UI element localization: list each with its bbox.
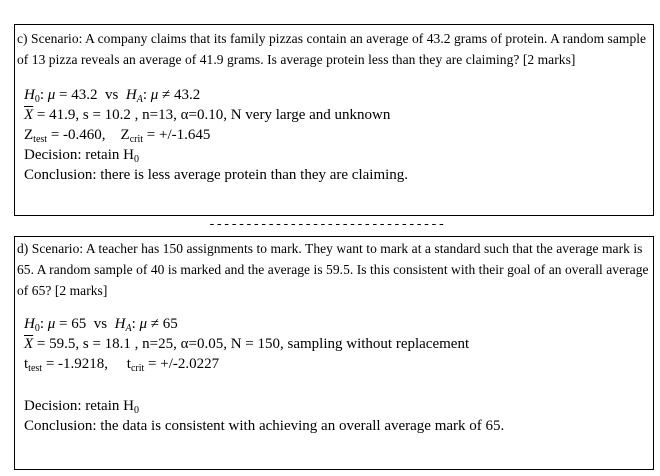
sample-stats-d: $\overline{X} = 59.5$, s = 18.1 , n=25, α=0.05, N = 150, sampling without replacement <box>24 336 470 352</box>
sample-stats-c: $\overline{X} = 41.9$, s = 10.2 , n=13, α=0.10, N very large and unknown <box>24 107 391 123</box>
conclusion-d: Conclusion: the data is consistent with achieving an overall average mark of 65. <box>24 418 505 434</box>
decision-c: Decision: retain $H_0$ <box>24 147 139 165</box>
h0-value-c: 43.2 <box>71 87 98 103</box>
scenario-d: d) Scenario: A teacher has 150 assignments to mark. They want to mark at a standard such that the average mark is 65. A random sample of 40 is marked and the average is 59.5. Is this consistent with their goal of an overall average of 65? [2 marks] <box>17 241 649 298</box>
test-values-d: $t_{test} = -1.9218$, $t_{crit} = +/-2.0227$ <box>24 356 220 374</box>
scenario-c: c) Scenario: A company claims that its family pizzas contain an average of 43.2 grams of protein. A random sample of 13 pizza reveals an average of 41.9 grams. Is average protein less than they are claiming? [2 marks] <box>17 31 647 67</box>
h0-value-d: 65 <box>71 316 87 332</box>
working-d <box>24 314 504 436</box>
blank-line <box>24 374 504 396</box>
working-c <box>24 85 408 185</box>
separator-line: -------------------------------- <box>208 217 445 232</box>
answer-box-c <box>14 24 654 216</box>
ha-value-d: 65 <box>162 316 178 332</box>
ha-value-c: 43.2 <box>174 87 201 103</box>
conclusion-c: Conclusion: there is less average protein than they are claiming. <box>24 167 409 183</box>
answer-box-d <box>14 236 654 470</box>
test-values-c: $Z_{test} = -0.460$, $Z_{crit} = +/-1.645$ <box>24 127 211 145</box>
hypotheses-d: $H_0$: μ = 65 vs $H_A$: μ ≠ 65 <box>24 316 178 334</box>
decision-d: Decision: retain $H_0$ <box>24 398 139 416</box>
hypotheses-c: $H_0$: μ = 43.2 vs $H_A$: μ ≠ 43.2 <box>24 87 201 105</box>
